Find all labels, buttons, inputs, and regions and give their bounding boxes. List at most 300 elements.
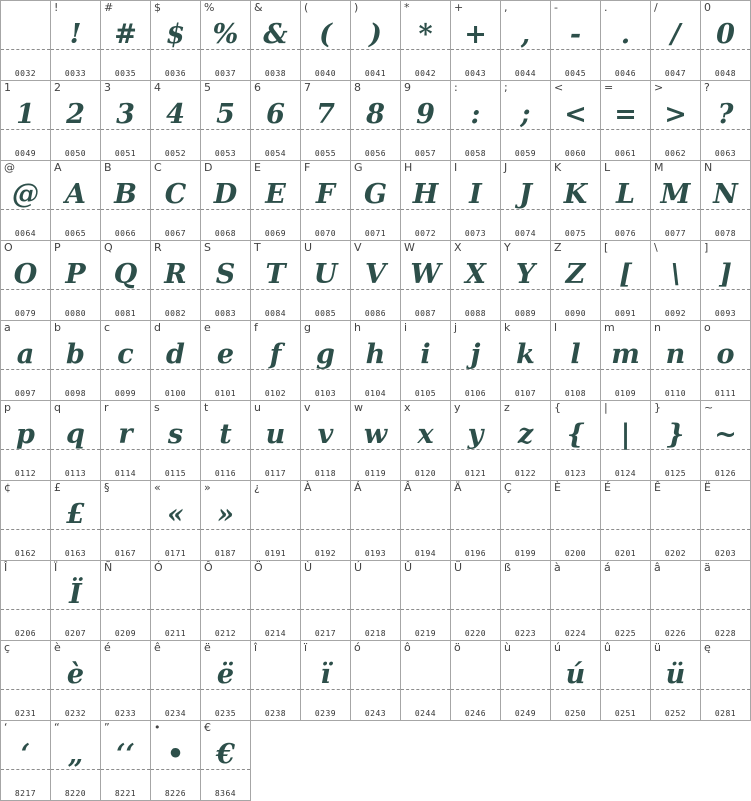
glyph-sample [351, 575, 400, 615]
character-code: 0064 [14, 229, 37, 238]
glyph-sample: d [166, 339, 185, 370]
glyph-cell [200, 480, 251, 561]
glyph-cell [650, 400, 701, 481]
character-code: 0120 [414, 469, 437, 478]
glyph-sample: W [410, 259, 441, 290]
glyph-cell [550, 320, 601, 401]
character-label: ï [304, 641, 308, 654]
glyph-cell [250, 560, 301, 641]
character-code: 0192 [314, 549, 337, 558]
glyph-sample: 9 [416, 99, 435, 130]
glyph-cell [650, 0, 701, 81]
glyph-sample: # [114, 19, 137, 50]
character-code: 0200 [564, 549, 587, 558]
character-label: , [504, 1, 508, 14]
character-code: 0069 [264, 229, 287, 238]
character-label: ? [704, 81, 710, 94]
character-code: 0065 [64, 229, 87, 238]
character-code: 0102 [264, 389, 287, 398]
glyph-cell [200, 160, 251, 241]
character-label: Ä [454, 481, 462, 494]
character-label: £ [54, 481, 61, 494]
character-code: 0121 [464, 469, 487, 478]
glyph-cell [250, 80, 301, 161]
character-code: 0041 [364, 69, 387, 78]
glyph-sample [501, 575, 550, 615]
glyph-cell [150, 640, 201, 721]
glyph-sample [401, 655, 450, 695]
character-label: $ [154, 1, 161, 14]
character-code: 0217 [314, 629, 337, 638]
glyph-sample: . [620, 19, 631, 50]
glyph-sample: L [616, 179, 635, 210]
glyph-cell [300, 320, 351, 401]
character-label: ‘ [4, 721, 8, 734]
glyph-cell [600, 160, 651, 241]
character-label: W [404, 241, 415, 254]
character-label: g [304, 321, 311, 334]
glyph-cell [600, 240, 651, 321]
glyph-cell [650, 560, 701, 641]
character-label: É [604, 481, 611, 494]
glyph-cell [600, 320, 651, 401]
character-label: 8 [354, 81, 361, 94]
glyph-cell [400, 80, 451, 161]
glyph-sample: - [569, 19, 582, 50]
character-label: o [704, 321, 711, 334]
character-code: 0114 [114, 469, 137, 478]
character-code: 0063 [714, 149, 737, 158]
character-label: k [504, 321, 511, 334]
character-label: * [404, 1, 410, 14]
glyph-cell [100, 320, 151, 401]
character-label: = [604, 81, 614, 94]
glyph-cell [600, 640, 651, 721]
character-label: á [604, 561, 611, 574]
character-label: A [54, 161, 62, 174]
glyph-cell [250, 400, 301, 481]
character-code: 0045 [564, 69, 587, 78]
glyph-cell [600, 400, 651, 481]
character-code: 0115 [164, 469, 187, 478]
glyph-sample: g [316, 339, 335, 370]
character-code: 0062 [664, 149, 687, 158]
character-label: E [254, 161, 261, 174]
glyph-cell [100, 400, 151, 481]
glyph-sample [451, 575, 500, 615]
character-label: 0 [704, 1, 711, 14]
character-label: O [4, 241, 13, 254]
glyph-cell [350, 400, 401, 481]
glyph-cell [450, 480, 501, 561]
glyph-cell [50, 320, 101, 401]
character-code: 0077 [664, 229, 687, 238]
character-label: i [404, 321, 408, 334]
glyph-cell [500, 0, 551, 81]
glyph-sample: „ [67, 739, 84, 770]
character-label: T [254, 241, 261, 254]
character-code: 0112 [14, 469, 37, 478]
character-code: 0055 [314, 149, 337, 158]
character-code: 0086 [364, 309, 387, 318]
character-code: 0126 [714, 469, 737, 478]
character-label: G [354, 161, 363, 174]
glyph-sample: ( [319, 19, 332, 50]
character-code: 0070 [314, 229, 337, 238]
glyph-sample: E [265, 179, 286, 210]
character-code: 0035 [114, 69, 137, 78]
character-label: } [654, 401, 661, 414]
character-label: Ç [504, 481, 512, 494]
character-label: À [304, 481, 312, 494]
glyph-cell [700, 480, 751, 561]
character-label: b [54, 321, 61, 334]
glyph-sample: Q [113, 259, 138, 290]
glyph-sample: ; [520, 99, 531, 130]
character-code: 0075 [564, 229, 587, 238]
character-label: Î [4, 561, 8, 574]
character-label: ú [554, 641, 561, 654]
character-code: 0193 [364, 549, 387, 558]
glyph-cell [0, 720, 51, 801]
character-code: 0042 [414, 69, 437, 78]
glyph-cell [0, 0, 51, 81]
glyph-cell [650, 320, 701, 401]
character-code: 0124 [614, 469, 637, 478]
character-label: U [304, 241, 313, 254]
glyph-cell [200, 560, 251, 641]
glyph-cell [100, 160, 151, 241]
character-code: 0187 [214, 549, 237, 558]
glyph-sample [251, 495, 300, 535]
character-code: 0203 [714, 549, 737, 558]
character-code: 0051 [114, 149, 137, 158]
character-code: 0243 [364, 709, 387, 718]
character-code: 0125 [664, 469, 687, 478]
glyph-cell [200, 80, 251, 161]
character-code: 0093 [714, 309, 737, 318]
character-code: 0252 [664, 709, 687, 718]
glyph-cell [350, 640, 401, 721]
glyph-cell [500, 80, 551, 161]
character-code: 0067 [164, 229, 187, 238]
glyph-sample: 7 [316, 99, 335, 130]
character-code: 0199 [514, 549, 537, 558]
glyph-sample: + [464, 19, 487, 50]
glyph-sample: s [167, 419, 184, 450]
glyph-sample: P [65, 259, 86, 290]
glyph-sample: ? [717, 99, 734, 130]
glyph-sample: N [713, 179, 738, 210]
character-code: 0049 [14, 149, 37, 158]
glyph-sample: c [117, 339, 134, 370]
glyph-sample: l [570, 339, 581, 370]
glyph-cell [500, 160, 551, 241]
character-code: 0223 [514, 629, 537, 638]
glyph-cell [500, 480, 551, 561]
glyph-sample: : [470, 99, 481, 130]
glyph-sample: n [665, 339, 686, 370]
character-label: • [154, 721, 161, 734]
glyph-cell [600, 560, 651, 641]
glyph-cell [200, 720, 251, 801]
glyph-sample: ‘‘ [116, 739, 135, 770]
glyph-cell [700, 160, 751, 241]
glyph-sample [451, 655, 500, 695]
glyph-sample [251, 655, 300, 695]
glyph-cell [100, 240, 151, 321]
character-label: 2 [54, 81, 61, 94]
character-label: y [454, 401, 461, 414]
character-code: 8217 [14, 789, 37, 798]
glyph-sample: ë [216, 659, 235, 690]
glyph-sample: w [363, 419, 388, 450]
character-label: Û [404, 561, 413, 574]
character-code: 0081 [114, 309, 137, 318]
glyph-cell [100, 80, 151, 161]
glyph-sample [601, 655, 650, 695]
glyph-cell [0, 560, 51, 641]
glyph-cell [300, 400, 351, 481]
glyph-sample: O [13, 259, 38, 290]
glyph-cell [500, 560, 551, 641]
glyph-sample: 1 [16, 99, 35, 130]
character-code: 0080 [64, 309, 87, 318]
character-code: 0097 [14, 389, 37, 398]
character-label: Ù [304, 561, 313, 574]
character-code: 0235 [214, 709, 237, 718]
glyph-sample: b [66, 339, 85, 370]
glyph-cell [550, 400, 601, 481]
character-label: / [654, 1, 658, 14]
glyph-cell [350, 480, 401, 561]
glyph-sample: j [470, 339, 481, 370]
character-label: : [454, 81, 458, 94]
character-code: 0109 [614, 389, 637, 398]
character-code: 8220 [64, 789, 87, 798]
character-code: 0244 [414, 709, 437, 718]
glyph-cell [50, 560, 101, 641]
glyph-sample: S [215, 259, 236, 290]
character-code: 0220 [464, 629, 487, 638]
character-code: 0047 [664, 69, 687, 78]
glyph-sample: o [716, 339, 735, 370]
glyph-cell [650, 240, 701, 321]
character-label: ¿ [254, 481, 260, 494]
character-code: 0233 [114, 709, 137, 718]
character-code: 0214 [264, 629, 287, 638]
glyph-sample [201, 575, 250, 615]
glyph-cell [300, 240, 351, 321]
glyph-sample: % [212, 19, 239, 50]
glyph-sample [151, 655, 200, 695]
character-label: Ö [254, 561, 263, 574]
glyph-cell [500, 320, 551, 401]
character-label: x [404, 401, 411, 414]
glyph-cell [400, 560, 451, 641]
character-label: Ê [654, 481, 661, 494]
glyph-cell [550, 640, 601, 721]
glyph-cell [300, 480, 351, 561]
character-label: % [204, 1, 215, 14]
glyph-sample [1, 15, 50, 55]
glyph-sample: Ï [69, 579, 82, 610]
character-code: 0106 [464, 389, 487, 398]
character-label: ¢ [4, 481, 11, 494]
character-code: 0040 [314, 69, 337, 78]
character-label: B [104, 161, 112, 174]
glyph-sample: 4 [166, 99, 185, 130]
glyph-cell [500, 240, 551, 321]
glyph-sample [101, 495, 150, 535]
glyph-sample: * [418, 19, 433, 50]
glyph-sample [701, 495, 750, 535]
character-code: 8221 [114, 789, 137, 798]
character-code: 0212 [214, 629, 237, 638]
character-label: § [104, 481, 110, 494]
character-code: 0224 [564, 629, 587, 638]
glyph-cell [250, 480, 301, 561]
glyph-cell [650, 480, 701, 561]
glyph-cell [50, 160, 101, 241]
character-label: ß [504, 561, 511, 574]
character-code: 0207 [64, 629, 87, 638]
character-label: Z [554, 241, 562, 254]
character-label: H [404, 161, 413, 174]
glyph-sample: x [417, 419, 434, 450]
character-label: a [4, 321, 11, 334]
character-label: S [204, 241, 211, 254]
character-label: Ë [704, 481, 711, 494]
character-code: 0281 [714, 709, 737, 718]
glyph-sample [101, 575, 150, 615]
glyph-sample: z [517, 419, 534, 450]
character-code: 0085 [314, 309, 337, 318]
glyph-cell [700, 240, 751, 321]
character-label: Ï [54, 561, 58, 574]
glyph-cell [450, 240, 501, 321]
glyph-cell [400, 640, 451, 721]
character-code: 8364 [214, 789, 237, 798]
glyph-sample: \ [670, 259, 681, 290]
glyph-cell [150, 720, 201, 801]
glyph-cell [450, 0, 501, 81]
glyph-sample [1, 655, 50, 695]
glyph-sample: y [467, 419, 484, 450]
glyph-cell [100, 560, 151, 641]
character-code: 0050 [64, 149, 87, 158]
glyph-cell [550, 560, 601, 641]
glyph-sample: ü [665, 659, 686, 690]
glyph-cell [150, 320, 201, 401]
character-label: 4 [154, 81, 161, 94]
glyph-cell [650, 160, 701, 241]
glyph-sample: k [516, 339, 535, 370]
character-code: 0103 [314, 389, 337, 398]
glyph-sample: 8 [366, 99, 385, 130]
character-code: 0052 [164, 149, 187, 158]
glyph-cell [50, 640, 101, 721]
glyph-sample [651, 495, 700, 535]
glyph-cell [0, 160, 51, 241]
character-code: 0238 [264, 709, 287, 718]
character-code: 0167 [114, 549, 137, 558]
character-code: 0082 [164, 309, 187, 318]
character-code: 0076 [614, 229, 637, 238]
glyph-cell [250, 240, 301, 321]
character-label: l [554, 321, 558, 334]
glyph-sample: | [620, 419, 631, 450]
character-label: Ñ [104, 561, 113, 574]
glyph-sample: X [465, 259, 486, 290]
character-code: 0246 [464, 709, 487, 718]
glyph-sample [301, 495, 350, 535]
glyph-cell [50, 0, 101, 81]
glyph-cell [0, 320, 51, 401]
character-label: ê [154, 641, 161, 654]
glyph-cell [200, 640, 251, 721]
character-label: D [204, 161, 213, 174]
character-code: 0162 [14, 549, 37, 558]
character-label: 3 [104, 81, 111, 94]
glyph-sample [701, 655, 750, 695]
glyph-cell [550, 480, 601, 561]
character-code: 0053 [214, 149, 237, 158]
glyph-sample: [ [619, 259, 632, 290]
glyph-cell [600, 480, 651, 561]
character-label: Ó [154, 561, 163, 574]
glyph-cell [200, 320, 251, 401]
glyph-sample: V [365, 259, 386, 290]
glyph-sample: C [164, 179, 187, 210]
character-label: û [604, 641, 611, 654]
character-code: 0057 [414, 149, 437, 158]
character-code: 0110 [664, 389, 687, 398]
character-code: 0191 [264, 549, 287, 558]
glyph-cell [600, 80, 651, 161]
character-label: z [504, 401, 510, 414]
glyph-cell [350, 240, 401, 321]
glyph-cell [400, 240, 451, 321]
character-label: N [704, 161, 713, 174]
glyph-cell [600, 0, 651, 81]
glyph-sample: & [263, 19, 288, 50]
glyph-sample: Y [515, 259, 536, 290]
glyph-cell [350, 560, 401, 641]
character-label: € [204, 721, 211, 734]
character-label: ç [4, 641, 11, 654]
character-label: F [304, 161, 311, 174]
character-label: d [154, 321, 161, 334]
glyph-cell [300, 0, 351, 81]
glyph-sample: @ [12, 179, 39, 210]
character-label: ) [354, 1, 359, 14]
glyph-cell [300, 560, 351, 641]
glyph-sample: a [16, 339, 35, 370]
character-label: C [154, 161, 162, 174]
character-code: 0066 [114, 229, 137, 238]
glyph-sample: F [315, 179, 336, 210]
character-code: 0072 [414, 229, 437, 238]
glyph-cell [150, 240, 201, 321]
character-label: È [554, 481, 561, 494]
character-label: ” [104, 721, 110, 734]
character-label: \ [654, 241, 658, 254]
glyph-cell [400, 480, 451, 561]
character-label: ę [704, 641, 711, 654]
glyph-cell [150, 400, 201, 481]
character-code: 0122 [514, 469, 537, 478]
